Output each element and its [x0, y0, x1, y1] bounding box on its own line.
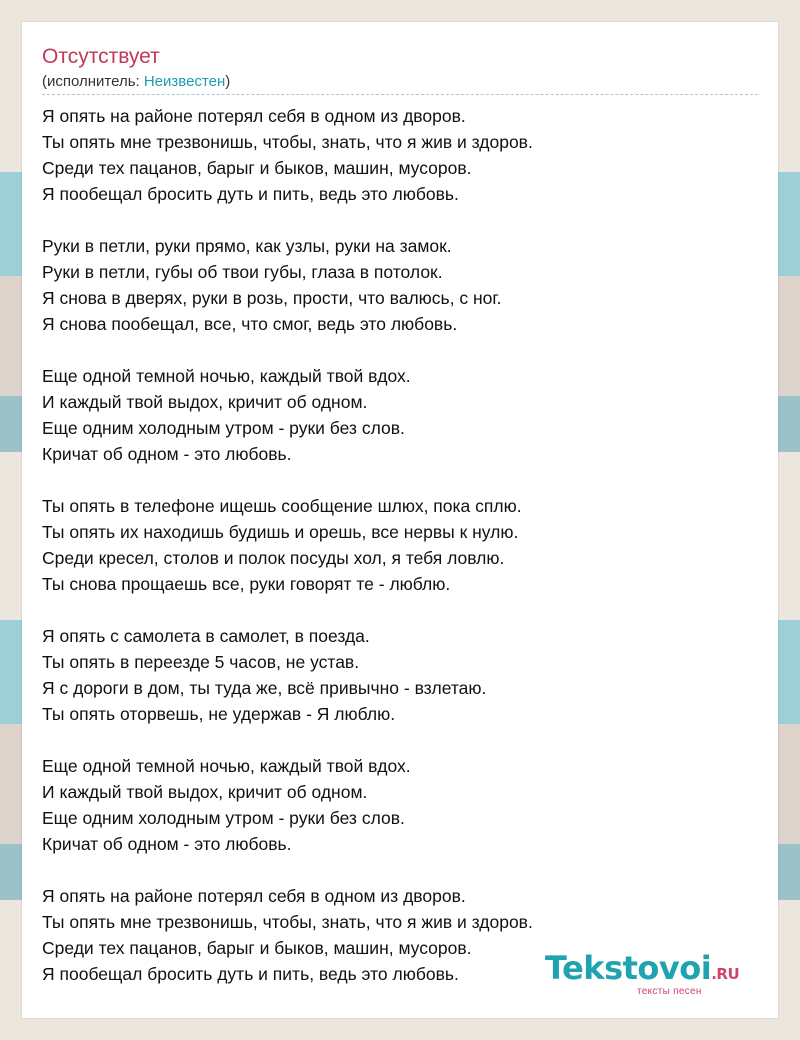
- logo-main-text: Tekstovoi: [545, 949, 712, 987]
- lyrics-body: [42, 103, 762, 1013]
- lyric-line: Ты опять их находишь будишь и орешь, все нервы к нулю.: [42, 522, 519, 542]
- lyric-line: Ты опять мне трезвонишь, чтобы, знать, что я жив и здоров.: [42, 912, 533, 932]
- lyric-line: Еще одним холодным утром - руки без слов.: [42, 418, 405, 438]
- lyric-line: Среди тех пацанов, барыг и быков, машин, мусоров.: [42, 938, 472, 958]
- lyric-line: Среди кресел, столов и полок посуды хол, я тебя ловлю.: [42, 548, 505, 568]
- lyric-line: Я опять с самолета в самолет, в поезда.: [42, 626, 370, 646]
- lyric-line: Я пообещал бросить дуть и пить, ведь это любовь.: [42, 184, 459, 204]
- lyric-line: Ты опять в переезде 5 часов, не устав.: [42, 652, 360, 672]
- lyric-line: Кричат об одном - это любовь.: [42, 444, 292, 464]
- lyric-line: Еще одной темной ночью, каждый твой вдох.: [42, 756, 411, 776]
- lyric-line: Я снова в дверях, руки в розь, прости, что валюсь, с ног.: [42, 288, 502, 308]
- stanza: [42, 363, 762, 467]
- lyric-line: Я с дороги в дом, ты туда же, всё привычно - взлетаю.: [42, 678, 487, 698]
- lyric-line: Еще одним холодным утром - руки без слов.: [42, 808, 405, 828]
- artist-suffix: ): [225, 73, 231, 90]
- lyric-line: Кричат об одном - это любовь.: [42, 834, 292, 854]
- site-logo[interactable]: [545, 950, 765, 1000]
- artist-line: [42, 72, 230, 92]
- lyric-line: Ты снова прощаешь все, руки говорят те - люблю.: [42, 574, 451, 594]
- stanza: [42, 753, 762, 857]
- lyric-line: Я опять на районе потерял себя в одном из дворов.: [42, 886, 466, 906]
- lyric-line: И каждый твой выдох, кричит об одном.: [42, 782, 368, 802]
- lyric-line: Руки в петли, руки прямо, как узлы, руки на замок.: [42, 236, 452, 256]
- artist-link[interactable]: Неизвестен: [143, 73, 226, 90]
- lyric-line: Руки в петли, губы об твои губы, глаза в потолок.: [42, 262, 443, 282]
- lyric-line: Среди тех пацанов, барыг и быков, машин, мусоров.: [42, 158, 472, 178]
- stanza: [42, 233, 762, 337]
- logo-suffix: .RU: [711, 965, 740, 983]
- lyric-line: Еще одной темной ночью, каждый твой вдох.: [42, 366, 411, 386]
- lyrics-card: [22, 22, 778, 1018]
- song-title: Отсутствует: [42, 45, 160, 68]
- lyric-line: Ты опять оторвешь, не удержав - Я люблю.: [42, 704, 396, 724]
- lyric-line: Ты опять в телефоне ищешь сообщение шлюх, пока сплю.: [42, 496, 522, 516]
- lyric-line: Я снова пообещал, все, что смог, ведь это любовь.: [42, 314, 458, 334]
- lyric-line: И каждый твой выдох, кричит об одном.: [42, 392, 368, 412]
- stanza: [42, 623, 762, 727]
- stanza: [42, 493, 762, 597]
- lyric-line: Я опять на районе потерял себя в одном из дворов.: [42, 106, 466, 126]
- header-divider: [42, 94, 758, 95]
- stanza: [42, 103, 762, 207]
- artist-prefix: (исполнитель:: [42, 73, 144, 90]
- logo-tagline: тексты песен: [637, 986, 702, 997]
- lyric-line: Ты опять мне трезвонишь, чтобы, знать, что я жив и здоров.: [42, 132, 533, 152]
- lyric-line: Я пообещал бросить дуть и пить, ведь это любовь.: [42, 964, 459, 984]
